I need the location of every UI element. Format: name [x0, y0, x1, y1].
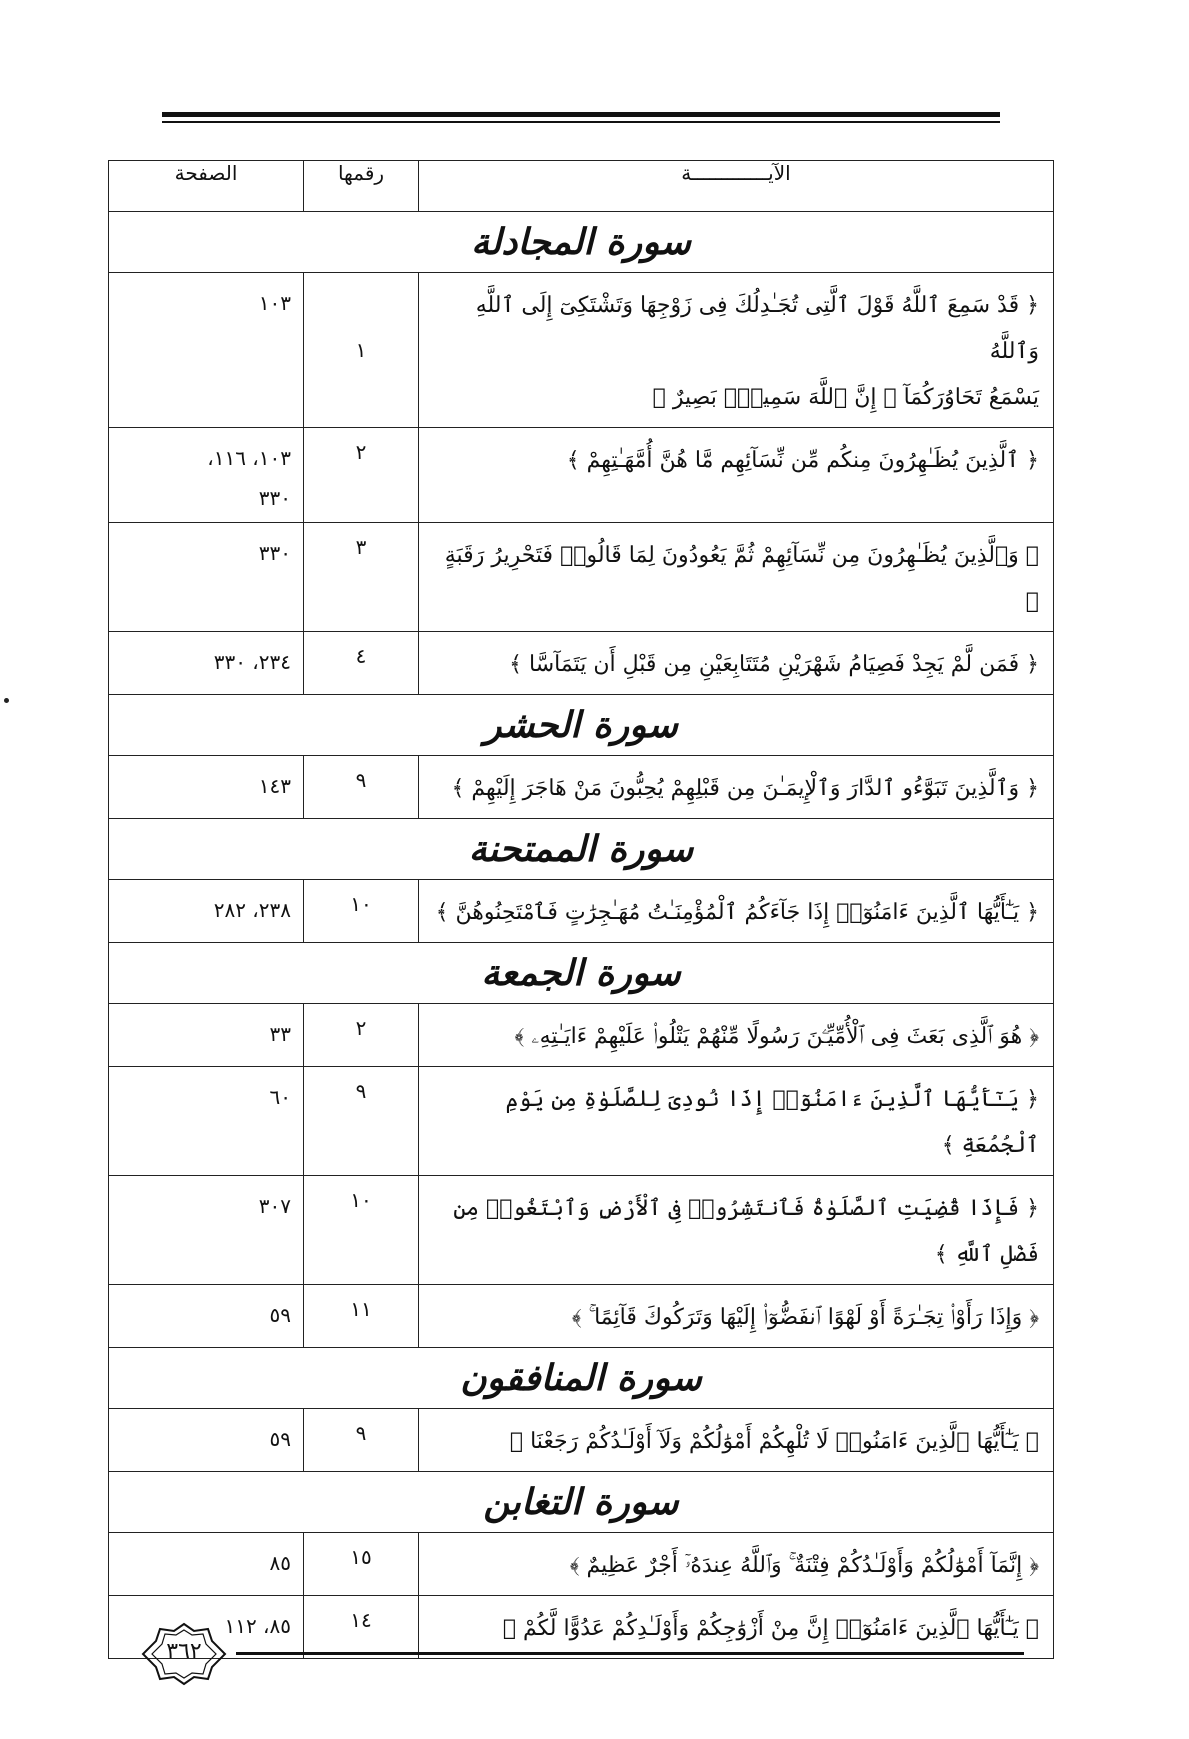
header-row — [109, 161, 1054, 212]
verse-row — [109, 1176, 1054, 1285]
verse-cell — [419, 1409, 1054, 1472]
verse-number: ١١ — [304, 1285, 419, 1348]
page-ref-cell — [109, 1533, 304, 1596]
page-ref: ٣٣٠ — [258, 541, 291, 565]
verse-row — [109, 1004, 1054, 1067]
verse-row — [109, 1596, 1054, 1659]
verse-number: ٤ — [304, 632, 419, 695]
verse-row — [109, 756, 1054, 819]
page-ref-cell — [109, 273, 304, 428]
surah-title: سورة الممتحنة — [109, 819, 1054, 880]
verse-cell — [419, 523, 1054, 632]
page-ref: ١٤٣ — [258, 774, 291, 798]
verse-row — [109, 273, 1054, 428]
surah-title: سورة المجادلة — [109, 212, 1054, 273]
verse-cell — [419, 880, 1054, 943]
surah-title-row — [109, 1348, 1054, 1409]
page-ref-cell — [109, 880, 304, 943]
verse-row — [109, 523, 1054, 632]
verse-cell — [419, 1596, 1054, 1659]
scan-speck — [4, 698, 9, 703]
page-ref-cell — [109, 1176, 304, 1285]
verse-number: ١٤ — [304, 1596, 419, 1659]
surah-title-row — [109, 1472, 1054, 1533]
page-ref-cell — [109, 523, 304, 632]
verse-cell — [419, 1533, 1054, 1596]
page-ref-cell — [109, 1004, 304, 1067]
verse-number: ٩ — [304, 1067, 419, 1176]
verse-line: يَسْمَعُ تَحَاوُرَكُمَآ ۚ إِنَّ ٱللَّهَ سَمِيعٌۢ بَصِيرٌ ﴾ — [652, 385, 1039, 410]
page-ref-cell — [109, 1409, 304, 1472]
verse-row — [109, 428, 1054, 523]
page-ref-cell — [109, 756, 304, 819]
page-ref-cell — [109, 428, 304, 523]
verse-line: ﴿ وَٱلَّذِينَ تَبَوَّءُو ٱلدَّارَ وَٱلْإِيمَـٰنَ مِن قَبْلِهِمْ يُحِبُّونَ مَنْ هَاجَرَ إِلَيْهِمْ ﴾ — [451, 776, 1039, 801]
verse-row — [109, 1285, 1054, 1348]
page-number: ٣٦٢ — [166, 1639, 202, 1664]
verse-number: ٢ — [304, 428, 419, 523]
surah-title: سورة المنافقون — [109, 1348, 1054, 1409]
verse-cell — [419, 1285, 1054, 1348]
page-ref: ٥٩ — [269, 1427, 291, 1451]
verse-number: ٩ — [304, 756, 419, 819]
header-page: الصفحة — [109, 161, 304, 212]
verse-line: ﴿ يَـٰٓأَيُّهَا ٱلَّذِينَ ءَامَنُوٓا۟ إِنَّ مِنْ أَزْوَٰجِكُمْ وَأَوْلَـٰدِكُمْ عَدُوًّا لَّكُمْ ﴾ — [502, 1616, 1039, 1641]
verse-cell — [419, 632, 1054, 695]
surah-title: سورة التغابن — [109, 1472, 1054, 1533]
verse-number: ١٥ — [304, 1533, 419, 1596]
top-rule-thick — [162, 112, 1000, 117]
surah-title: سورة الجمعة — [109, 943, 1054, 1004]
verse-number: ٢ — [304, 1004, 419, 1067]
verse-cell — [419, 1004, 1054, 1067]
page-ref: ٢٣٨، ٢٨٢ — [213, 898, 291, 922]
top-rule-thin — [162, 121, 1000, 123]
page-ref: ٣٣ — [269, 1022, 291, 1046]
surah-title-row — [109, 819, 1054, 880]
header-verse: الآيـــــــــــــة — [419, 161, 1054, 212]
surah-title-row — [109, 695, 1054, 756]
verse-number: ٣ — [304, 523, 419, 632]
verse-cell — [419, 756, 1054, 819]
header-number: رقمها — [304, 161, 419, 212]
verse-row — [109, 880, 1054, 943]
verse-row — [109, 1409, 1054, 1472]
verse-line: ﴿ إِنَّمَآ أَمْوَٰلُكُمْ وَأَوْلَـٰدُكُمْ فِتْنَةٌ ۚ وَٱللَّهُ عِندَهُۥٓ أَجْرٌ عَظِيمٌ ﴾ — [569, 1553, 1039, 1578]
verse-line: ﴿ وَٱلَّذِينَ يُظَـٰهِرُونَ مِن نِّسَآئِهِمْ ثُمَّ يَعُودُونَ لِمَا قَالُوا۟ فَتَحْرِيرُ رَقَبَةٍ ﴾ — [444, 543, 1039, 614]
page-number-badge — [140, 1621, 228, 1687]
page-ref: ٥٩ — [269, 1303, 291, 1327]
verse-line: ﴿ وَإِذَا رَأَوْا۟ تِجَـٰرَةً أَوْ لَهْوًا ٱنفَضُّوٓا۟ إِلَيْهَا وَتَرَكُوكَ قَآئِمًا ۚ ﴾ — [571, 1305, 1039, 1330]
page-ref: ١٠٣، ١١٦، — [207, 446, 291, 470]
verse-row — [109, 1067, 1054, 1176]
verse-row — [109, 632, 1054, 695]
verse-cell — [419, 273, 1054, 428]
page-ref: ٢٣٤، ٣٣٠ — [213, 650, 291, 674]
verse-line: ﴿ فَمَن لَّمْ يَجِدْ فَصِيَامُ شَهْرَيْنِ مُتَتَابِعَيْنِ مِن قَبْلِ أَن يَتَمَآسَّا ﴾ — [509, 652, 1039, 677]
surah-title-row — [109, 943, 1054, 1004]
verse-row — [109, 1533, 1054, 1596]
table-body — [109, 212, 1054, 1659]
footer-rule — [236, 1652, 1024, 1655]
verse-line: ﴿ هُوَ ٱلَّذِى بَعَثَ فِى ٱلْأُمِّيِّـۧنَ رَسُولًا مِّنْهُمْ يَتْلُوا۟ عَلَيْهِمْ ءَايَـٰتِهِۦ ﴾ — [514, 1024, 1039, 1049]
page-ref: ٨٥، ١١٢ — [224, 1614, 291, 1638]
verse-line: ﴿ يَـٰٓأَيُّهَا ٱلَّذِينَ ءَامَنُوٓا۟ إِذَا جَآءَكُمُ ٱلْمُؤْمِنَـٰتُ مُهَـٰجِرَٰتٍ فَٱمْتَحِنُوهُنَّ ﴾ — [435, 900, 1039, 925]
page-ref-cell — [109, 1285, 304, 1348]
verse-line: ﴿ فَإِذَا قُضِيَتِ ٱلصَّلَوٰةُ فَٱنتَشِرُوا۟ فِى ٱلْأَرْضِ وَٱبْتَغُوا۟ مِن فَضْلِ ٱللَّهِ ﴾ — [453, 1196, 1039, 1267]
surah-title: سورة الحشر — [109, 695, 1054, 756]
verse-line: ﴿ يَـٰٓأَيُّهَا ٱلَّذِينَ ءَامَنُوا۟ لَا تُلْهِكُمْ أَمْوَٰلُكُمْ وَلَآ أَوْلَـٰدُكُمْ رَجَعْنَا ﴾ — [509, 1429, 1039, 1454]
verse-number: ٩ — [304, 1409, 419, 1472]
verse-index-table — [108, 160, 1054, 1659]
verse-line: ﴿ قَدْ سَمِعَ ٱللَّهُ قَوْلَ ٱلَّتِى تُجَـٰدِلُكَ فِى زَوْجِهَا وَتَشْتَكِىٓ إِلَى ٱللَّهِ وَٱللَّهُ — [475, 293, 1039, 364]
surah-title-row — [109, 212, 1054, 273]
verse-cell — [419, 1176, 1054, 1285]
page-ref: ٣٠٧ — [258, 1194, 291, 1218]
page-ref: ٨٥ — [269, 1551, 291, 1575]
page-ref-cell — [109, 632, 304, 695]
verse-line: ﴿ يَـٰٓأَيُّهَا ٱلَّذِينَ ءَامَنُوٓا۟ إِذَا نُودِىَ لِلصَّلَوٰةِ مِن يَوْمِ ٱلْجُمُعَةِ ﴾ — [505, 1087, 1039, 1158]
page-ref: ٦٠ — [269, 1085, 291, 1109]
verse-number: ١٠ — [304, 1176, 419, 1285]
verse-number: ١٠ — [304, 880, 419, 943]
page-ref-cell — [109, 1067, 304, 1176]
page-ref: ١٠٣ — [258, 291, 291, 315]
verse-cell — [419, 428, 1054, 523]
page-ref: ٣٣٠ — [258, 486, 291, 510]
verse-cell — [419, 1067, 1054, 1176]
verse-line: ﴿ ٱلَّذِينَ يُظَـٰهِرُونَ مِنكُم مِّن نِّسَآئِهِم مَّا هُنَّ أُمَّهَـٰتِهِمْ ﴾ — [566, 448, 1039, 473]
verse-number: ١ — [304, 273, 419, 428]
